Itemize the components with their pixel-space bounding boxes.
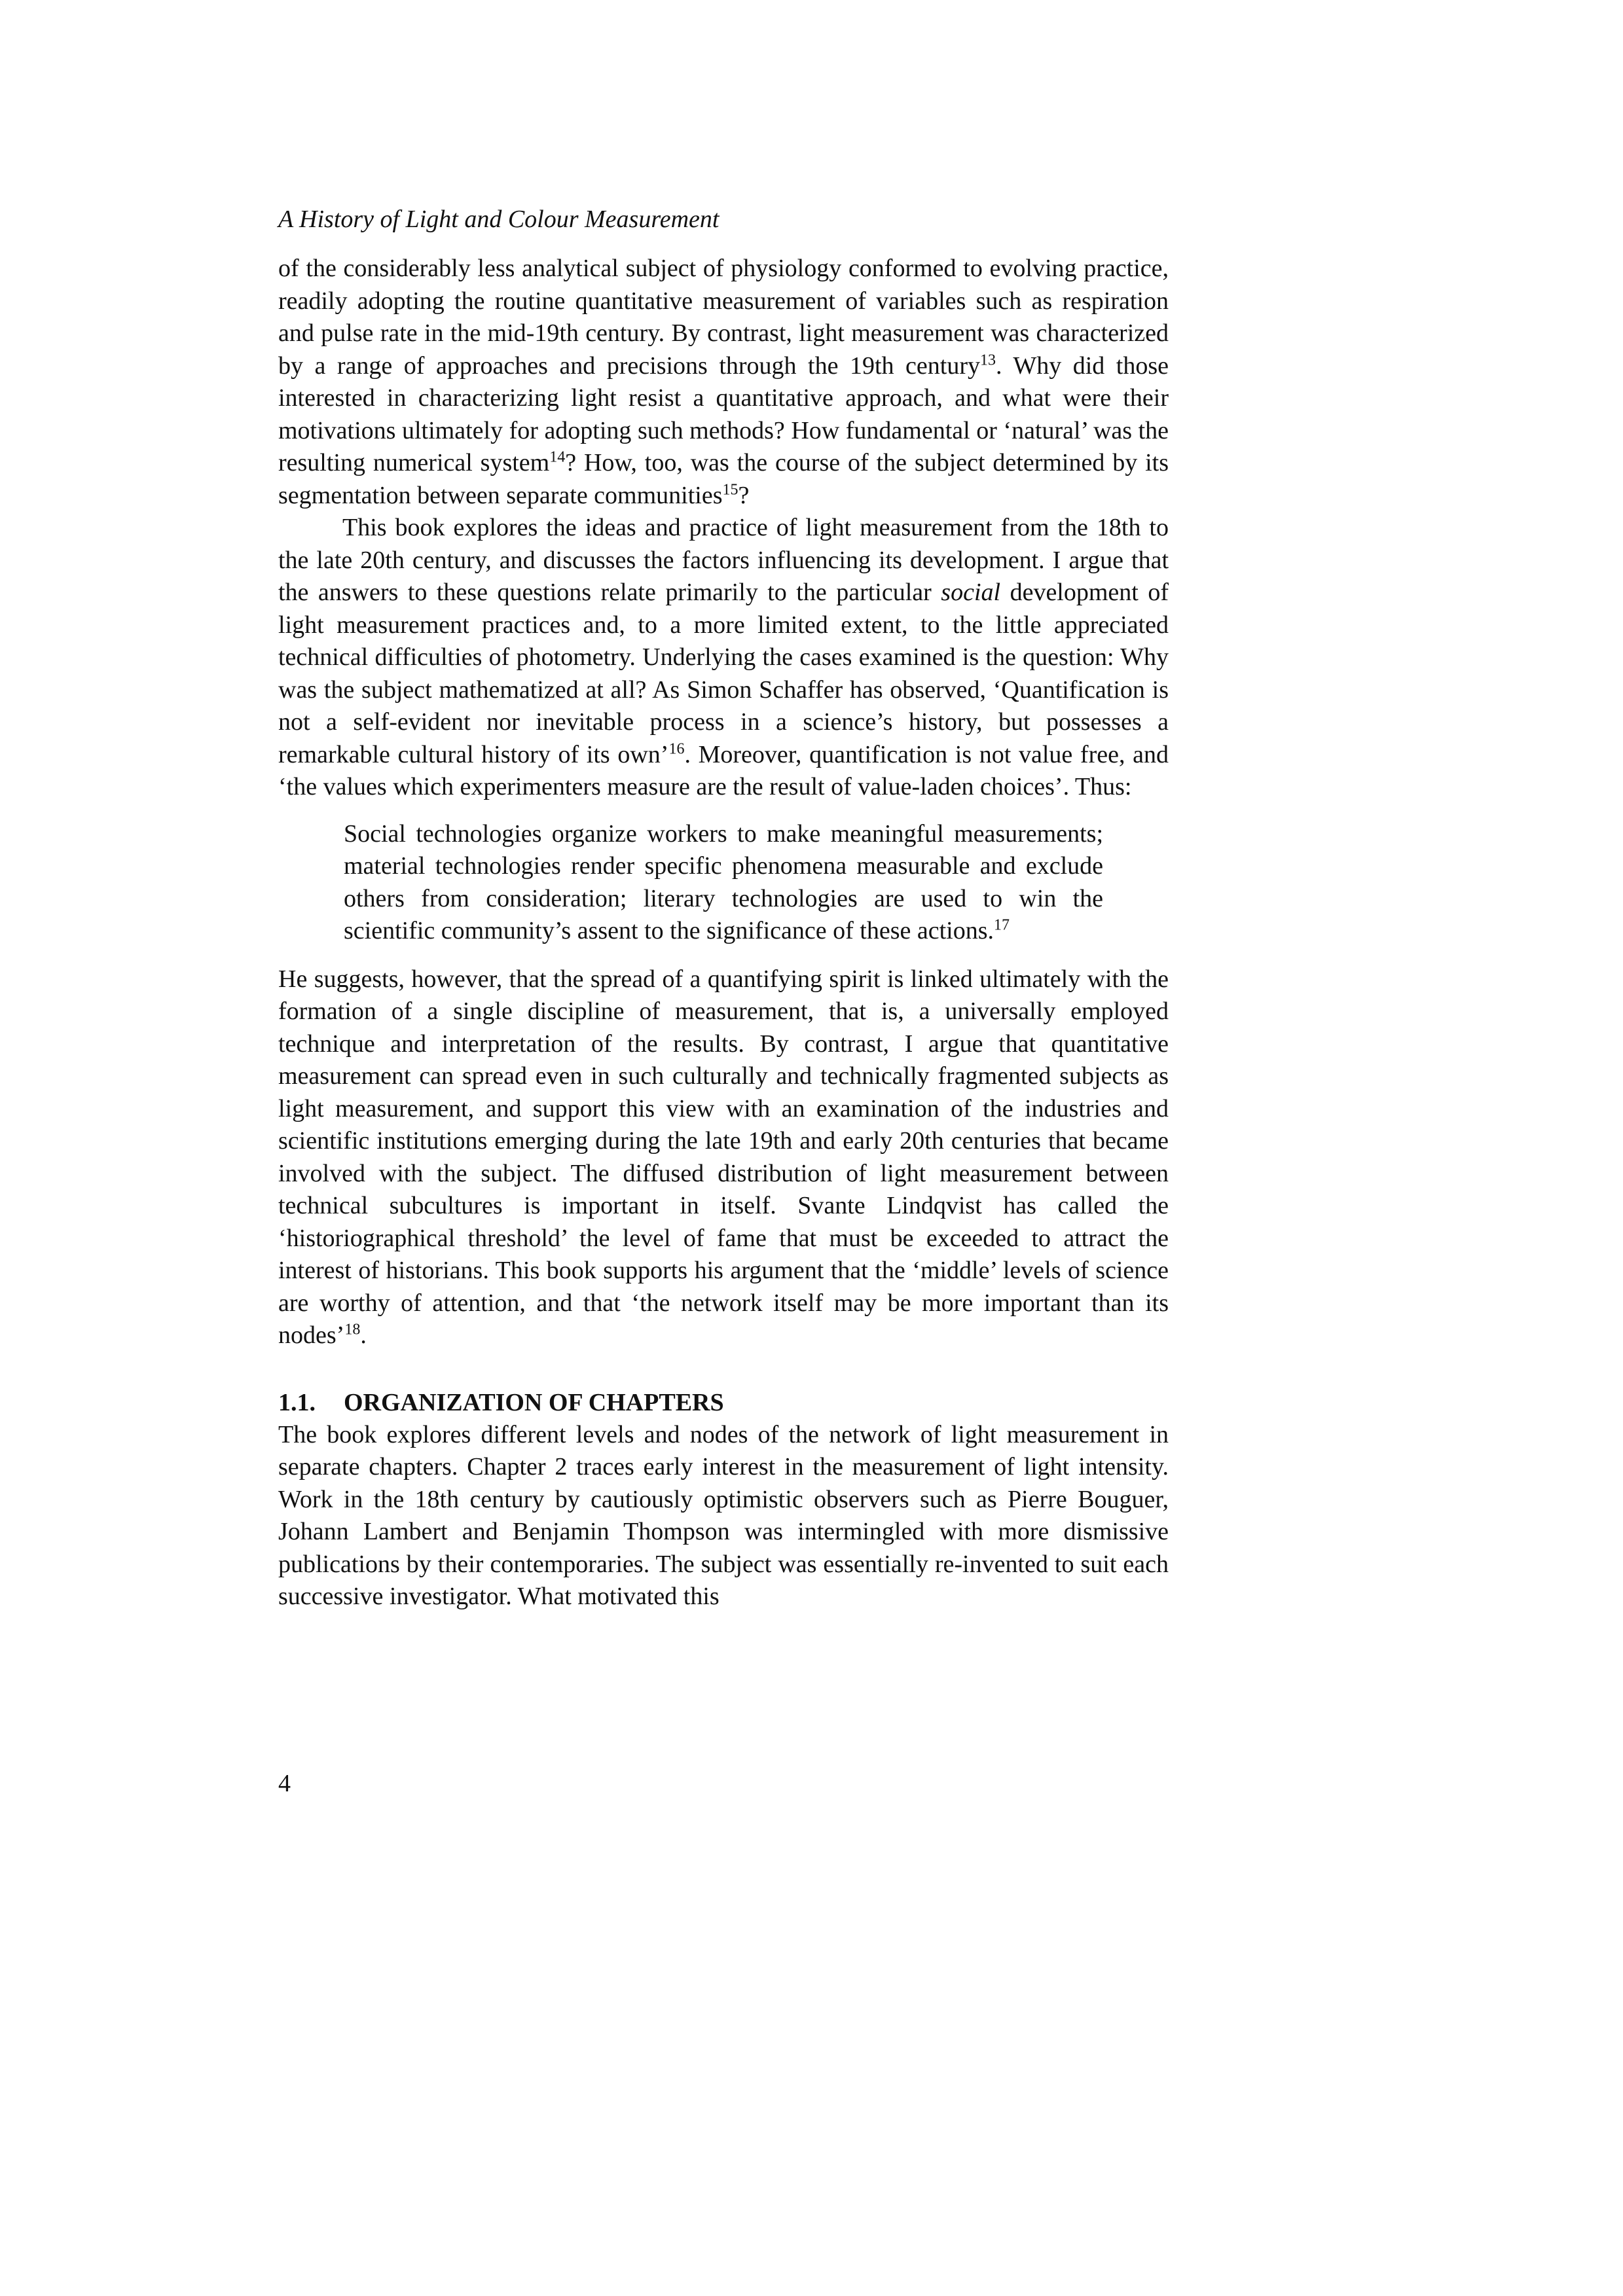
paragraph-2-emphasis: social xyxy=(941,579,1001,606)
paragraph-3-text-a: He suggests, however, that the spread of a quantifying spirit is linked ultimately with the formation of a single discipline of measurement, that is, a universally employed technique and interpretation of the results. By contrast, I argue that quantitative measurement can spread even in such culturally and technically fragmented subjects as light measurement, and support this view with an examination of the industries and scientific institutions emerging during the late 19th and early 20th centuries that became involved with the subject. The diffused distribution of light measurement between technical subcultures is important in itself. Svante Lindqvist has called the ‘historiographical threshold’ the level of fame that must be exceeded to attract the interest of historians. This book supports his argument that the ‘middle’ levels of science are worthy of attention, and that ‘the network itself may be more important than its nodes’ xyxy=(278,965,1169,1349)
paragraph-1-text-a: of the considerably less analytical subject of physiology conformed to evolving practice, readily adopting the routine quantitative measurement of variables such as respiration and pulse rate in the mid-19th century. By contrast, light measurement was characterized by a range of approaches and precisions through the 19th century xyxy=(278,255,1169,380)
paragraph-1 xyxy=(278,253,1169,512)
paragraph-2-text-a: This book explores the ideas and practice of light measurement from the 18th to the late 20th century, and discusses the factors influencing its development. I argue that the answers to these questions relate primarily to the particular xyxy=(278,514,1169,606)
footnote-ref-16: 16 xyxy=(668,740,685,757)
block-quote xyxy=(344,818,1103,948)
block-quote-text: Social technologies organize workers to make meaningful measurements; material technologies render specific phenomena measurable and exclude others from consideration; literary technologies are used to win the scientific community’s assent to the significance of these actions. xyxy=(344,819,1103,944)
paragraph-1-text-b: . Why did those interested in characterizing light resist a quantitative approach, and what were their motivations ultimately for adopting such methods? How fundamental or ‘natural’ was the resulting numerical system xyxy=(278,351,1169,476)
paragraph-2-text-b: development of light measurement practices and, to a more limited extent, to the little appreciated technical difficulties of photometry. Underlying the cases examined is the question: Why was the subject mathematized at all? As Simon Schaffer has observed, ‘Quantification is not a self-evident nor inevitable process in a science’s history, but possesses a remarkable cultural history of its own’ xyxy=(278,579,1169,768)
footnote-ref-15: 15 xyxy=(722,480,739,498)
paragraph-2 xyxy=(278,512,1169,804)
footnote-ref-13: 13 xyxy=(980,351,996,368)
page-number: 4 xyxy=(278,1770,291,1797)
paragraph-4: The book explores different levels and nodes of the network of light measurement in separate chapters. Chapter 2 traces early interest in the measurement of light intensity. Work in the 18th century by cautiously optimistic observers such as Pierre Bouguer, Johann Lambert and Benjamin Thompson was intermingled with more dismissive publications by their contemporaries. The subject was essentially re-invented to suit each successive investigator. What motivated this xyxy=(278,1420,1169,1610)
section-title: ORGANIZATION OF CHAPTERS xyxy=(344,1388,724,1416)
section-heading xyxy=(278,1386,1169,1419)
paragraph-3 xyxy=(278,963,1169,1352)
paragraph-3-text-b: . xyxy=(360,1321,367,1349)
section-number: 1.1. xyxy=(278,1388,316,1416)
footnote-ref-14: 14 xyxy=(549,448,566,466)
footnote-ref-17: 17 xyxy=(994,916,1010,934)
running-head: A History of Light and Colour Measurement xyxy=(278,206,720,233)
paragraph-1-text-d: ? xyxy=(738,481,750,509)
footnote-ref-18: 18 xyxy=(344,1321,361,1338)
paragraph-2-text-c: . Moreover, quantification is not value free, and ‘the values which experimenters measure are the result of value-laden choices’. Thus: xyxy=(278,740,1169,800)
page-body xyxy=(278,203,1169,1613)
paragraph-1-text-c: ? How, too, was the course of the subject determined by its segmentation between separate communities xyxy=(278,449,1169,509)
